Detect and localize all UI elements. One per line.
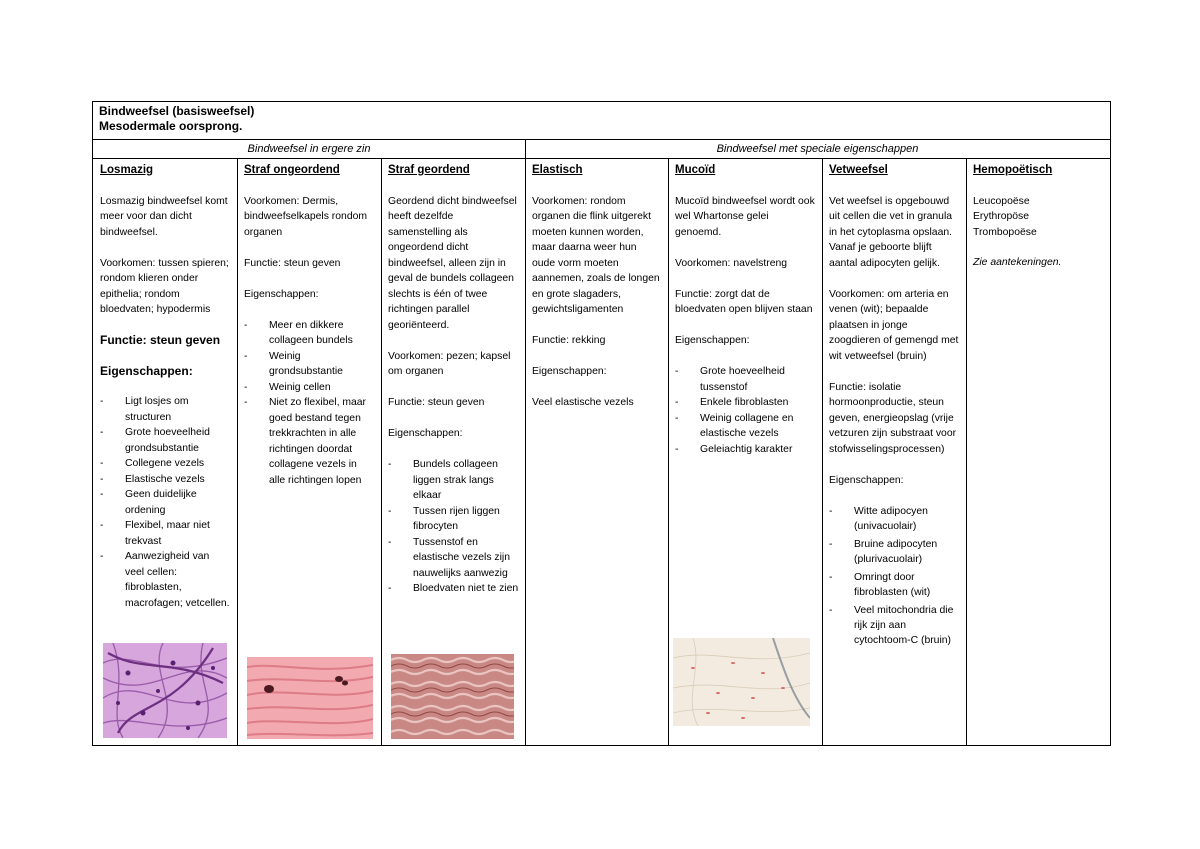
note-text: Zie aantekeningen.	[973, 257, 1062, 268]
intro-text: Geordend dicht bindweefsel heeft dezelfde samenstelling als ongeordend dicht bindweefsel, alleen zijn in geval de bundels collageen slechts is één of twee richtingen parallel georiënteerd.	[388, 195, 517, 331]
eigenschappen-list	[675, 364, 816, 457]
column-title: Hemopoëtisch	[973, 164, 1053, 176]
list-item: - Weinig cellen	[244, 380, 375, 396]
functie-text: Functie: steun geven	[244, 257, 341, 269]
list-item: - Witte adipocyen (univacuolair)	[829, 504, 960, 534]
functie-text: Functie: steun geven	[100, 333, 221, 347]
list-item: - Bundels collageen liggen strak langs elkaar	[388, 457, 519, 504]
list-item: - Tussenstof en elastische vezels zijn nauwelijks aanwezig	[388, 535, 519, 582]
bindweefsel-table	[92, 101, 1111, 746]
list-item: - Weinig grondsubstantie	[244, 349, 375, 380]
voorkomen-text: Voorkomen: tussen spieren; rondom klieren onder epithelia; rondom bloedvaten; hypodermis	[100, 257, 229, 315]
column-vetweefsel	[822, 159, 966, 745]
hemopoese-line: Trombopoëse	[973, 226, 1037, 238]
straf-ongeordend-histology-image	[247, 657, 373, 739]
intro-text: Vet weefsel is opgebouwd uit cellen die vet in granula in het cytoplasma opslaan. Vanaf je geboorte blijft aantal adipocyten gelijk.	[829, 195, 953, 269]
list-item: - Aanwezigheid van veel cellen: fibroblasten, macrofagen; vetcellen.	[100, 549, 231, 611]
straf-geordend-histology-image	[391, 654, 514, 739]
list-item: - Flexibel, maar niet trekvast	[100, 518, 231, 549]
list-item: - Bloedvaten niet te zien	[388, 581, 519, 597]
list-item: - Veel mitochondria die rijk zijn aan cytochtoom-C (bruin)	[829, 603, 960, 648]
list-item: - Weinig collagene en elastische vezels	[675, 411, 816, 442]
mucoid-histology-image	[673, 638, 810, 726]
list-item: - Tussen rijen liggen fibrocyten	[388, 504, 519, 535]
intro-text: Mucoïd bindweefsel wordt ook wel Whartonse gelei genoemd.	[675, 195, 815, 238]
list-item: - Grote hoeveelheid tussenstof	[675, 364, 816, 395]
voorkomen-text: Voorkomen: navelstreng	[675, 257, 788, 269]
column-title: Straf ongeordend	[244, 164, 340, 176]
functie-text: Functie: isolatie hormoonproductie, steun geven, energieopslag (vrije vetzuren zijn substraat voor stofwisselingsprocessen)	[829, 381, 957, 455]
column-title: Straf geordend	[388, 164, 470, 176]
list-item: - Meer en dikkere collageen bundels	[244, 318, 375, 349]
list-item: - Niet zo flexibel, maar goed bestand tegen trekkrachten in alle richtingen doordat collagene vezels in alle richtingen lopen	[244, 395, 375, 488]
table-title: Bindweefsel (basisweefsel)	[99, 104, 255, 118]
hemopoese-line: Leucopoëse	[973, 195, 1030, 207]
list-item: - Elastische vezels	[100, 472, 231, 488]
column-elastisch	[525, 159, 668, 745]
eigenschappen-label: Eigenschappen:	[829, 474, 904, 486]
functie-text: Functie: rekking	[532, 335, 606, 346]
eigenschappen-list	[100, 394, 231, 611]
list-item: - Omringt door fibroblasten (wit)	[829, 570, 960, 600]
column-title: Elastisch	[532, 164, 583, 176]
hemopoese-line: Erythropöse	[973, 211, 1030, 222]
column-title: Losmazig	[100, 164, 154, 176]
voorkomen-text: Voorkomen: pezen; kapsel om organen	[388, 350, 511, 377]
list-item: - Geleiachtig karakter	[675, 442, 816, 458]
table-subtitle: Mesodermale oorsprong.	[99, 119, 243, 133]
eigenschappen-label: Eigenschappen:	[388, 428, 463, 439]
list-item: - Grote hoeveelheid grondsubstantie	[100, 425, 231, 456]
intro-text: Losmazig bindweefsel komt meer voor dan dicht bindweefsel.	[100, 195, 228, 238]
eigenschappen-text: Veel elastische vezels	[532, 397, 634, 408]
eigenschappen-label: Eigenschappen:	[100, 363, 193, 378]
voorkomen-text: Voorkomen: om arteria en venen (wit); bepaalde plaatsen in jonge zoogdieren of gemengd met wit vetweefsel (bruin)	[829, 288, 959, 362]
functie-text: Functie: zorgt dat de bloedvaten open blijven staan	[675, 288, 813, 315]
eigenschappen-label: Eigenschappen:	[532, 366, 607, 377]
eigenschappen-list	[829, 504, 960, 648]
column-title: Vetweefsel	[829, 164, 888, 176]
list-item: - Enkele fibroblasten	[675, 395, 816, 411]
eigenschappen-list	[244, 318, 375, 489]
list-item: - Collegene vezels	[100, 456, 231, 472]
eigenschappen-label: Eigenschappen:	[675, 335, 750, 346]
column-title: Mucoïd	[675, 164, 716, 176]
divider	[525, 140, 526, 159]
list-item: - Ligt losjes om structuren	[100, 394, 231, 425]
list-item: - Geen duidelijke ordening	[100, 487, 231, 518]
voorkomen-text: Voorkomen: Dermis, bindweefselkapels rondom organen	[244, 195, 368, 238]
losmazig-histology-image	[103, 643, 227, 738]
group-heading-ergere-zin: Bindweefsel in ergere zin	[93, 140, 525, 159]
eigenschappen-label: Eigenschappen:	[244, 288, 319, 300]
voorkomen-text: Voorkomen: rondom organen die flink uitgerekt moeten kunnen worden, maar daarna weer hun oude vorm moeten aannemen, zoals de longen en grote slagaders, gewichtsligamenten	[532, 195, 660, 315]
eigenschappen-list	[388, 457, 519, 597]
table-header	[93, 102, 1110, 140]
column-hemopoetisch	[966, 159, 1110, 745]
group-heading-speciale-eigenschappen: Bindweefsel met speciale eigenschappen	[525, 140, 1110, 159]
list-item: - Bruine adipocyten (plurivacuolair)	[829, 537, 960, 567]
functie-text: Functie: steun geven	[388, 397, 485, 408]
